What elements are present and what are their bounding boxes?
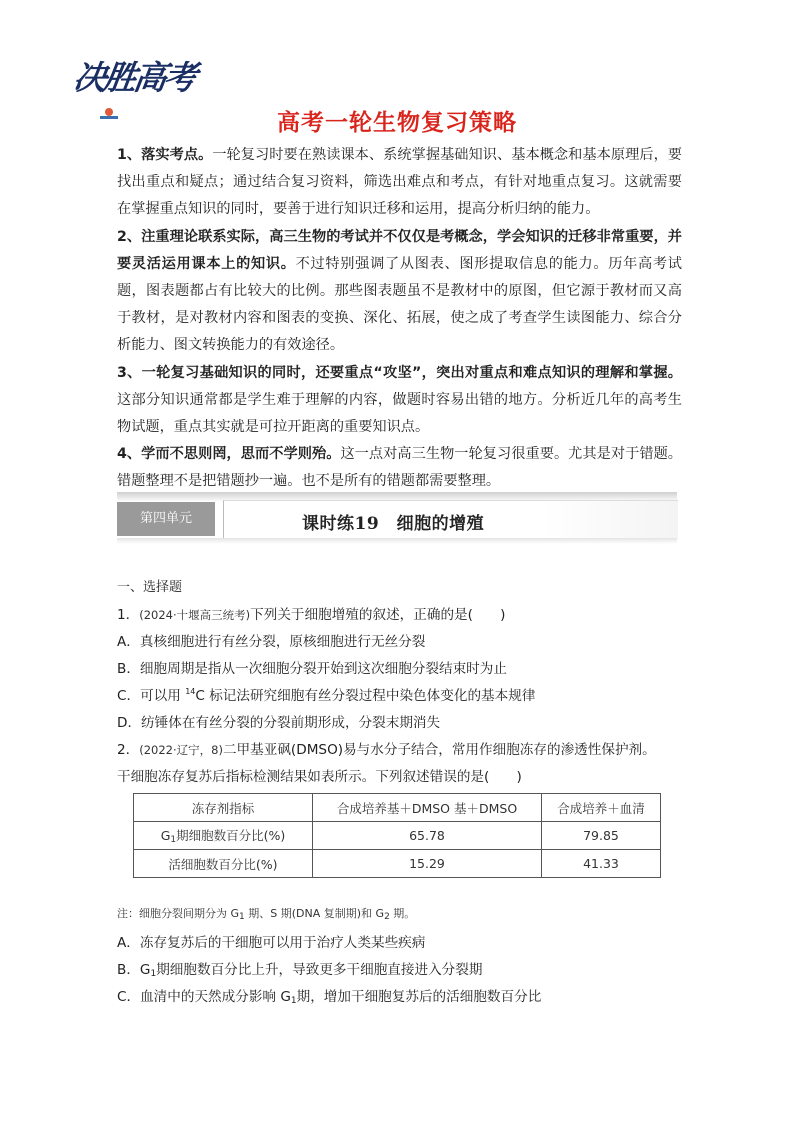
logo-text: 决胜高考	[70, 58, 197, 97]
question-2-stem	[117, 738, 656, 758]
intro-paragraph-2	[117, 224, 682, 360]
question-1-option-a: A．真核细胞进行有丝分裂，原核细胞进行无丝分裂	[117, 634, 426, 650]
question-2-stem-line2: 干细胞冻存复苏后指标检测结果如表所示。下列叙述错误的是( )	[117, 769, 522, 785]
label-text: G	[160, 828, 171, 843]
table-row	[134, 850, 661, 878]
page-title: 高考一轮生物复习策略	[277, 110, 517, 136]
question-number: 1．	[117, 607, 140, 623]
subscript: 2	[384, 912, 390, 922]
isotope-superscript: 14	[185, 687, 196, 696]
table-row	[134, 822, 661, 850]
option-text: C．血清中的天然成分影响 G	[117, 989, 291, 1005]
intro-body: 这部分知识通常都是学生难于理解的内容，做题时容易出错的地方。分析近几年的高考生物试题，重点其实就是可拉开距离的重要知识点。	[117, 391, 682, 436]
intro-lead: 1、落实考点。	[117, 147, 213, 163]
question-text: 下列关于细胞增殖的叙述，正确的是( )	[250, 607, 506, 623]
question-1-stem	[117, 603, 505, 623]
header-underline	[117, 538, 677, 544]
table-row-label	[134, 822, 313, 850]
table-cell: 65.78	[313, 822, 542, 850]
subscript: 1	[150, 969, 157, 979]
subscript: 1	[239, 912, 245, 922]
unit-title: 课时练19 细胞的增殖	[302, 514, 485, 534]
label-text: 期细胞数百分比(%)	[176, 828, 286, 843]
intro-body: 不过特别强调了从图表、图形提取信息的能力。历年高考试题，图表题都占有比较大的比例。那些图表题虽不是教材中的原图，但它源于教材而又高于教材，是对教材内容和图表的变换、深化、拓展，使之成了考查学生读图能力、综合分析能力、图文转换能力的有效途径。	[117, 255, 682, 354]
intro-lead: 3、一轮复习基础知识的同时，还要重点“攻坚”，突出对重点和难点知识的理解和掌握。	[117, 364, 682, 381]
intro-lead: 2、注重理论联系实际，高三生物的考试并不仅仅是考概念，学会知识的迁移非常重要，并要灵活运用课本上的知识。	[117, 228, 682, 272]
question-2-note	[117, 905, 415, 922]
unit-header	[117, 492, 677, 550]
note-text: 期。	[389, 907, 416, 920]
option-text: 期细胞数百分比上升，导致更多干细胞直接进入分裂期	[156, 962, 483, 978]
question-2-option-a: A．冻存复苏后的干细胞可以用于治疗人类某些疾病	[117, 935, 426, 951]
question-number: 2．	[117, 742, 140, 758]
table-cell: 79.85	[542, 822, 661, 850]
intro-paragraph-3	[117, 360, 682, 442]
subscript: 1	[170, 835, 177, 845]
question-1-option-c	[117, 684, 535, 704]
note-text: 期、S 期(DNA 复制期)和 G	[244, 907, 385, 920]
option-text: B．G	[117, 962, 151, 978]
question-source: (2024·十堰高三统考)	[139, 608, 251, 622]
question-source: (2022·辽宁，8)	[139, 743, 223, 757]
option-text: 期，增加干细胞复苏后的活细胞数百分比	[296, 989, 542, 1005]
intro-section	[117, 142, 682, 496]
question-2-option-c	[117, 985, 541, 1006]
option-text: C 标记法研究细胞有丝分裂过程中染色体变化的基本规律	[195, 688, 536, 704]
option-text: C．可以用	[117, 688, 186, 704]
intro-paragraph-1	[117, 142, 682, 224]
table-row-label: 活细胞数百分比(%)	[134, 850, 313, 878]
table-header-cell: 合成培养＋血清	[542, 794, 661, 822]
question-text: 二甲基亚砜(DMSO)易与水分子结合，常用作细胞冻存的渗透性保护剂。	[222, 742, 656, 758]
question-1-option-d: D．纺锤体在有丝分裂的分裂前期形成，分裂末期消失	[117, 715, 441, 731]
table-header-row	[134, 794, 661, 822]
section-heading: 一、选择题	[117, 580, 183, 595]
intro-body: 一轮复习时要在熟读课本、系统掌握基础知识、基本概念和基本原理后，要找出重点和疑点；通过结合复习资料，筛选出难点和考点，有针对地重点复习。这就需要在掌握重点知识的同时，要善于进行知识迁移和运用，提高分析归纳的能力。	[117, 147, 682, 218]
table-cell: 15.29	[313, 850, 542, 878]
table-cell: 41.33	[542, 850, 661, 878]
question-2-option-b	[117, 958, 482, 979]
unit-tag: 第四单元	[117, 502, 215, 536]
intro-lead: 4、学而不思则罔，思而不学则殆。	[117, 446, 341, 463]
question-1-option-b: B．细胞周期是指从一次细胞分裂开始到这次细胞分裂结束时为止	[117, 661, 507, 677]
intro-paragraph-4	[117, 441, 682, 495]
table-header-cell: 合成培养基＋DMSO 基＋DMSO	[313, 794, 542, 822]
table-header-cell: 冻存剂指标	[134, 794, 313, 822]
note-text: 注：细胞分裂间期分为 G	[117, 907, 240, 920]
subscript: 1	[290, 996, 297, 1006]
unit-title-box	[223, 500, 678, 539]
intro-body: 这一点对高三生物一轮复习很重要。尤其是对于错题。错题整理不是把错题抄一遍。也不是所有的错题都需要整理。	[117, 446, 682, 490]
results-table	[133, 793, 661, 878]
